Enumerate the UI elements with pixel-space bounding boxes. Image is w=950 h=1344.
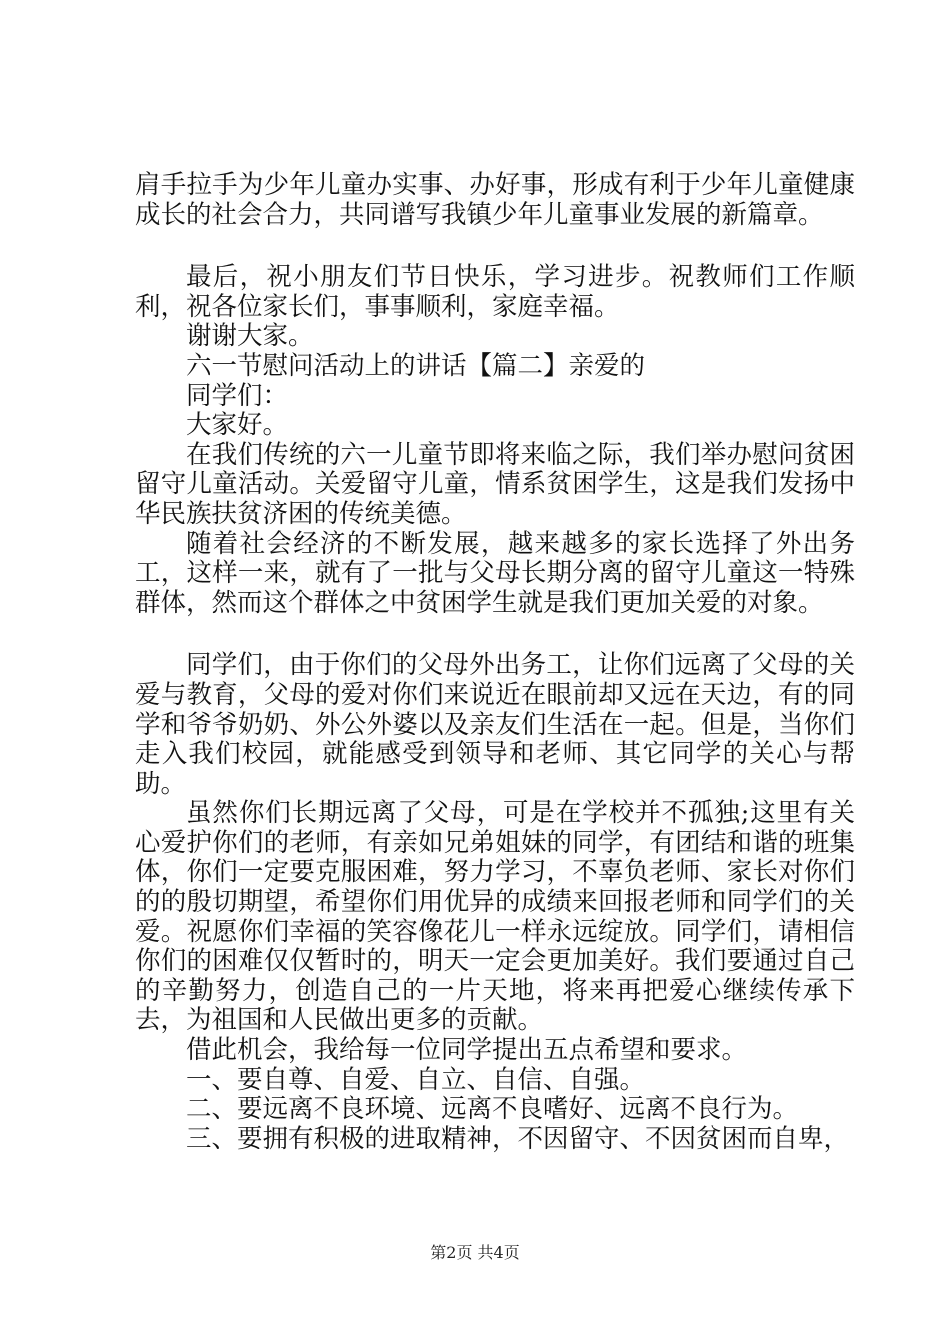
document-body xyxy=(135,171,855,1154)
paragraph-thanks: 谢谢大家。 xyxy=(186,321,314,352)
paragraph-gap xyxy=(135,618,855,651)
page-footer: 第2页 共4页 xyxy=(430,1243,520,1262)
paragraph-closing-wishes: 最后，祝小朋友们节日快乐，学习进步。祝教师们工作顺利，祝各位家长们，事事顺利，家庭幸福。 xyxy=(135,262,855,322)
paragraph-students: 同学们，由于你们的父母外出务工，让你们远离了父母的关爱与教育，父母的爱对你们来说近在眼前却又远在天边，有的同学和爷爷奶奶、外公外婆以及亲友们生活在一起。但是，当你们走入我们校园，就能感受到领导和老师、其它同学的关心与帮助。 xyxy=(135,650,855,799)
paragraph-greeting: 大家好。 xyxy=(186,410,289,441)
paragraph-encouragement: 虽然你们长期远离了父母，可是在学校并不孤独;这里有关心爱护你们的老师，有亲如兄弟姐妹的同学，有团结和谐的班集体，你们一定要克服困难，努力学习，不辜负老师、家长对你们的的殷切期望，希望你们用优异的成绩来回报老师和同学们的关爱。祝愿你们幸福的笑容像花儿一样永远绽放。同学们，请相信你们的困难仅仅暂时的，明天一定会更加美好。我们要通过自己的辛勤努力，创造自己的一片天地，将来再把爱心继续传承下去，为祖国和人民做出更多的贡献。 xyxy=(135,798,855,1036)
paragraph-background: 随着社会经济的不断发展，越来越多的家长选择了外出务工，这样一来，就有了一批与父母长期分离的留守儿童这一特殊群体，然而这个群体之中贫困学生就是我们更加关爱的对象。 xyxy=(135,528,855,618)
paragraph-hopes-intro: 借此机会，我给每一位同学提出五点希望和要求。 xyxy=(186,1035,748,1066)
list-item-2: 二、要远离不良环境、远离不良嗜好、远离不良行为。 xyxy=(186,1094,799,1125)
list-item-1: 一、要自尊、自爱、自立、自信、自强。 xyxy=(186,1064,646,1095)
paragraph-salutation: 同学们： xyxy=(186,380,289,411)
list-item-3: 三、要拥有积极的进取精神，不因留守、不因贫困而自卑， xyxy=(186,1123,850,1154)
paragraph-gap xyxy=(135,230,855,263)
section-heading: 六一节慰问活动上的讲话【篇二】亲爱的 xyxy=(186,350,646,381)
paragraph-continuation: 肩手拉手为少年儿童办实事、办好事，形成有利于少年儿童健康成长的社会合力，共同谱写我镇少年儿童事业发展的新篇章。 xyxy=(135,170,855,230)
paragraph-intro: 在我们传统的六一儿童节即将来临之际，我们举办慰问贫困留守儿童活动。关爱留守儿童，情系贫困学生，这是我们发扬中华民族扶贫济困的传统美德。 xyxy=(135,439,855,529)
